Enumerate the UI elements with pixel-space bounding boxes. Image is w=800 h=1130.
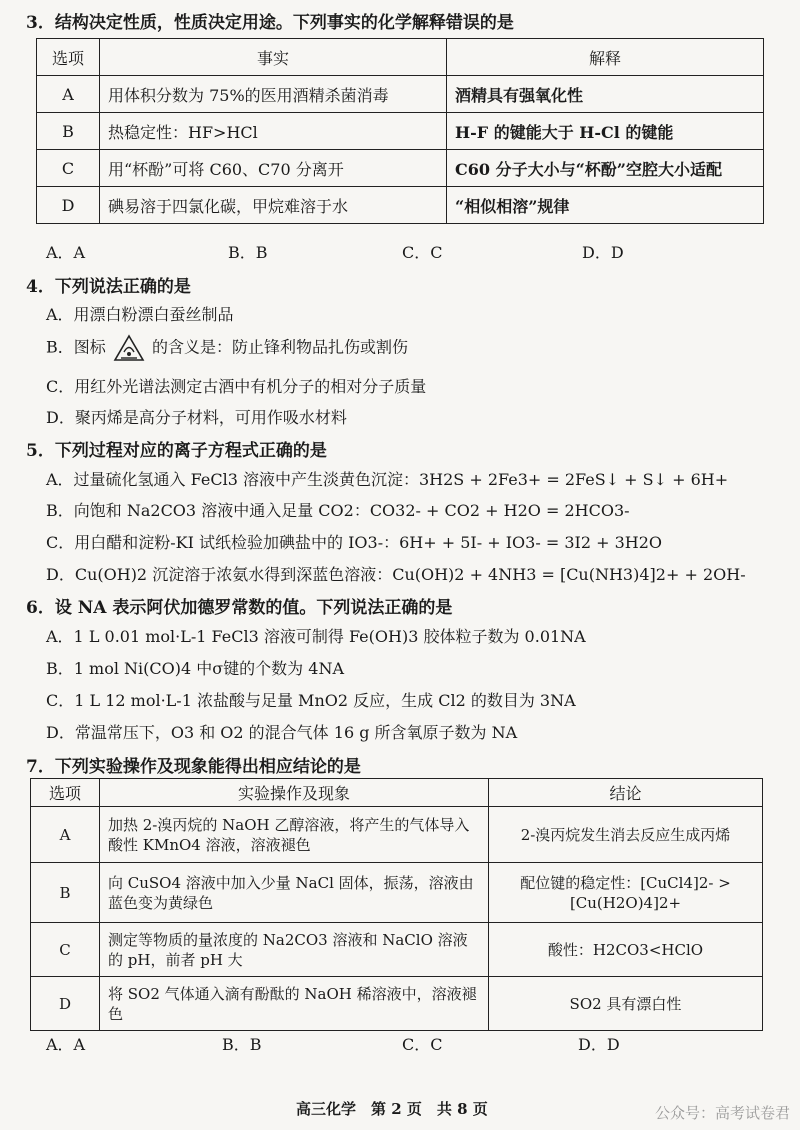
q7-row-b-option: B bbox=[31, 863, 100, 923]
q3-row-b-fact: 热稳定性：HF>HCl bbox=[100, 113, 447, 150]
q5-stem: 5．下列过程对应的离子方程式正确的是 bbox=[26, 441, 327, 461]
q7-row-b-conclusion: 配位键的稳定性：[CuCl4]2- > [Cu(H2O)4]2+ bbox=[489, 863, 763, 923]
q6-option-c: C．1 L 12 mol·L-1 浓盐酸与足量 MnO2 反应，生成 Cl2 的数目为 3NA bbox=[46, 691, 576, 710]
q6-option-b: B．1 mol Ni(CO)4 中σ键的个数为 4NA bbox=[46, 659, 345, 678]
q5-option-d: D．Cu(OH)2 沉淀溶于浓氨水得到深蓝色溶液：Cu(OH)2 + 4NH3 = [Cu(NH3)4]2+ + 2OH- bbox=[46, 565, 746, 584]
q7-header-option: 选项 bbox=[31, 779, 100, 807]
table-row bbox=[31, 923, 763, 977]
q3-choice-b: B．B bbox=[228, 243, 268, 262]
q3-row-c-option: C bbox=[37, 150, 100, 187]
q3-header-explanation: 解释 bbox=[447, 39, 764, 76]
q6-option-a: A．1 L 0.01 mol·L-1 FeCl3 溶液可制得 Fe(OH)3 胶体粒子数为 0.01NA bbox=[46, 627, 586, 646]
table-row bbox=[31, 977, 763, 1031]
q3-header-option: 选项 bbox=[37, 39, 100, 76]
q4-option-d: D．聚丙烯是高分子材料，可用作吸水材料 bbox=[46, 408, 347, 427]
q3-row-a-explanation: 酒精具有强氧化性 bbox=[447, 76, 764, 113]
q7-row-a-conclusion: 2-溴丙烷发生消去反应生成丙烯 bbox=[489, 807, 763, 863]
table-row bbox=[37, 39, 764, 76]
q7-row-a-procedure: 加热 2-溴丙烷的 NaOH 乙醇溶液，将产生的气体导入酸性 KMnO4 溶液，溶液褪色 bbox=[100, 807, 489, 863]
q3-row-c-fact: 用“杯酚”可将 C60、C70 分离开 bbox=[100, 150, 447, 187]
q3-choice-c: C．C bbox=[402, 243, 443, 262]
q7-header-procedure: 实验操作及现象 bbox=[100, 779, 489, 807]
page-footer: 高三化学 第 2 页 共 8 页 bbox=[296, 1100, 488, 1118]
q7-table bbox=[30, 778, 763, 1031]
q7-row-a-option: A bbox=[31, 807, 100, 863]
q4-option-a: A．用漂白粉漂白蚕丝制品 bbox=[46, 305, 234, 324]
table-row bbox=[37, 187, 764, 224]
q7-row-d-conclusion: SO2 具有漂白性 bbox=[489, 977, 763, 1031]
table-row bbox=[37, 113, 764, 150]
q3-row-c-explanation: C60 分子大小与“杯酚”空腔大小适配 bbox=[447, 150, 764, 187]
q5-option-a: A．过量硫化氢通入 FeCl3 溶液中产生淡黄色沉淀：3H2S + 2Fe3+ = 2FeS↓ + S↓ + 6H+ bbox=[46, 470, 729, 489]
q3-row-d-explanation: “相似相溶”规律 bbox=[447, 187, 764, 224]
table-row bbox=[37, 150, 764, 187]
q3-choice-d: D．D bbox=[582, 243, 624, 262]
q3-header-fact: 事实 bbox=[100, 39, 447, 76]
q4-option-b bbox=[46, 334, 408, 362]
q4-stem: 4．下列说法正确的是 bbox=[26, 277, 191, 297]
q7-row-c-conclusion: 酸性：H2CO3<HClO bbox=[489, 923, 763, 977]
q5-option-c: C．用白醋和淀粉-KI 试纸检验加碘盐中的 IO3-：6H+ + 5I- + IO3- = 3I2 + 3H2O bbox=[46, 533, 663, 552]
table-row bbox=[37, 76, 764, 113]
q7-row-c-option: C bbox=[31, 923, 100, 977]
q7-row-d-procedure: 将 SO2 气体通入滴有酚酞的 NaOH 稀溶液中，溶液褪色 bbox=[100, 977, 489, 1031]
q7-header-conclusion: 结论 bbox=[489, 779, 763, 807]
q3-row-d-fact: 碘易溶于四氯化碳，甲烷难溶于水 bbox=[100, 187, 447, 224]
q4-option-b-prefix: B．图标 bbox=[46, 337, 106, 357]
q3-choice-a: A．A bbox=[46, 243, 86, 262]
table-row bbox=[31, 863, 763, 923]
q3-row-b-option: B bbox=[37, 113, 100, 150]
watermark: 公众号：高考试卷君 bbox=[654, 1104, 790, 1122]
q3-table bbox=[36, 38, 764, 224]
q6-stem: 6．设 NA 表示阿伏加德罗常数的值。下列说法正确的是 bbox=[26, 598, 453, 618]
q3-row-a-option: A bbox=[37, 76, 100, 113]
q7-row-d-option: D bbox=[31, 977, 100, 1031]
q6-option-d: D．常温常压下，O3 和 O2 的混合气体 16 g 所含氧原子数为 NA bbox=[46, 723, 518, 742]
q4-option-c: C．用红外光谱法测定古酒中有机分子的相对分子质量 bbox=[46, 377, 427, 396]
q5-option-b: B．向饱和 Na2CO3 溶液中通入足量 CO2：CO32- + CO2 + H2O = 2HCO3- bbox=[46, 501, 630, 520]
q7-choice-b: B．B bbox=[222, 1035, 262, 1054]
q7-choice-d: D．D bbox=[578, 1035, 620, 1054]
table-row bbox=[31, 779, 763, 807]
q7-row-c-procedure: 测定等物质的量浓度的 Na2CO3 溶液和 NaClO 溶液的 pH，前者 pH 大 bbox=[100, 923, 489, 977]
table-row bbox=[31, 807, 763, 863]
q7-choice-a: A．A bbox=[46, 1035, 86, 1054]
q3-row-d-option: D bbox=[37, 187, 100, 224]
q4-option-b-suffix: 的含义是：防止锋利物品扎伤或割伤 bbox=[151, 337, 408, 357]
q3-row-b-explanation: H-F 的键能大于 H-Cl 的键能 bbox=[447, 113, 764, 150]
q7-row-b-procedure: 向 CuSO4 溶液中加入少量 NaCl 固体，振荡，溶液由蓝色变为黄绿色 bbox=[100, 863, 489, 923]
q3-stem: 3．结构决定性质，性质决定用途。下列事实的化学解释错误的是 bbox=[26, 13, 514, 33]
q7-choice-c: C．C bbox=[402, 1035, 443, 1054]
q3-row-a-fact: 用体积分数为 75%的医用酒精杀菌消毒 bbox=[100, 76, 447, 113]
q7-stem: 7．下列实验操作及现象能得出相应结论的是 bbox=[26, 757, 361, 777]
recycle-icon bbox=[113, 334, 145, 362]
